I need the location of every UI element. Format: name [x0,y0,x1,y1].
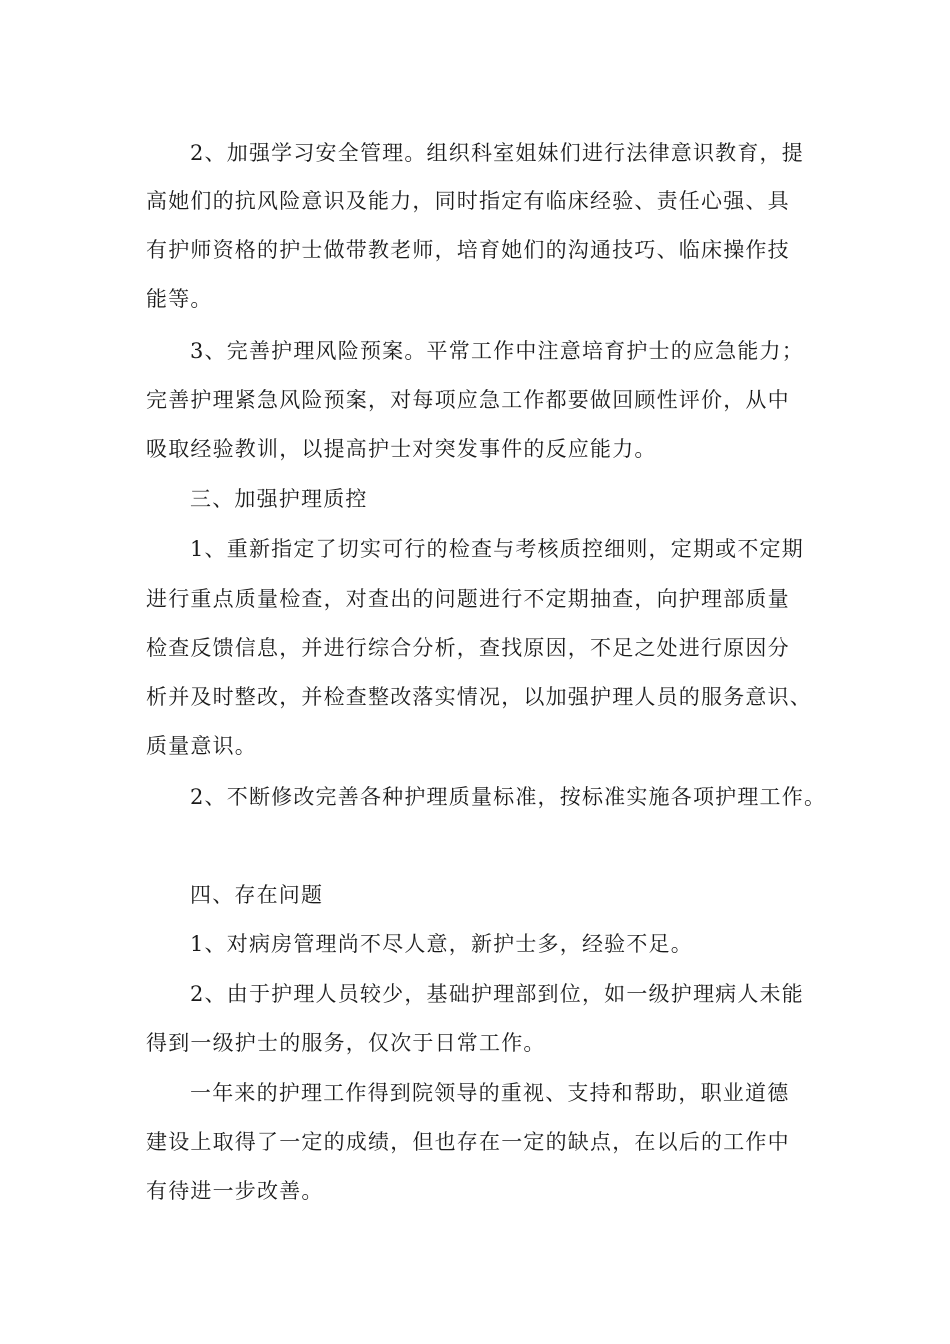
paragraph-line: 1、对病房管理尚不尽人意，新护士多，经验不足。 [190,932,693,956]
paragraph-line: 2、加强学习安全管理。组织科室姐妹们进行法律意识教育，提 [190,141,804,165]
paragraph-line: 有护师资格的护士做带教老师，培育她们的沟通技巧、临床操作技 [146,238,790,262]
paragraph-line: 进行重点质量检查，对查出的问题进行不定期抽查，向护理部质量 [146,587,790,611]
section-heading: 三、加强护理质控 [190,487,368,511]
paragraph-line: 1、重新指定了切实可行的检查与考核质控细则，定期或不定期 [190,537,804,561]
paragraph-line: 有待进一步改善。 [146,1179,324,1203]
section-heading: 四、存在问题 [190,883,324,907]
paragraph-line: 质量意识。 [146,734,257,758]
paragraph-line: 2、不断修改完善各种护理质量标准，按标准实施各项护理工作。 [190,785,827,809]
paragraph-line: 2、由于护理人员较少，基础护理部到位，如一级护理病人未能 [190,982,804,1006]
paragraph-line: 建设上取得了一定的成绩，但也存在一定的缺点，在以后的工作中 [146,1130,790,1154]
paragraph-line: 完善护理紧急风险预案，对每项应急工作都要做回顾性评价，从中 [146,388,790,412]
paragraph-line: 吸取经验教训，以提高护士对突发事件的反应能力。 [146,437,657,461]
paragraph-line: 一年来的护理工作得到院领导的重视、支持和帮助，职业道德 [190,1081,790,1105]
paragraph-line: 检查反馈信息，并进行综合分析，查找原因，不足之处进行原因分 [146,636,790,660]
paragraph-line: 得到一级护士的服务，仅次于日常工作。 [146,1031,546,1055]
paragraph-line: 高她们的抗风险意识及能力，同时指定有临床经验、责任心强、具 [146,189,790,213]
paragraph-line: 析并及时整改，并检查整改落实情况，以加强护理人员的服务意识、 [146,685,812,709]
paragraph-line: 能等。 [146,287,213,311]
paragraph-line: 3、完善护理风险预案。平常工作中注意培育护士的应急能力； [190,339,804,363]
